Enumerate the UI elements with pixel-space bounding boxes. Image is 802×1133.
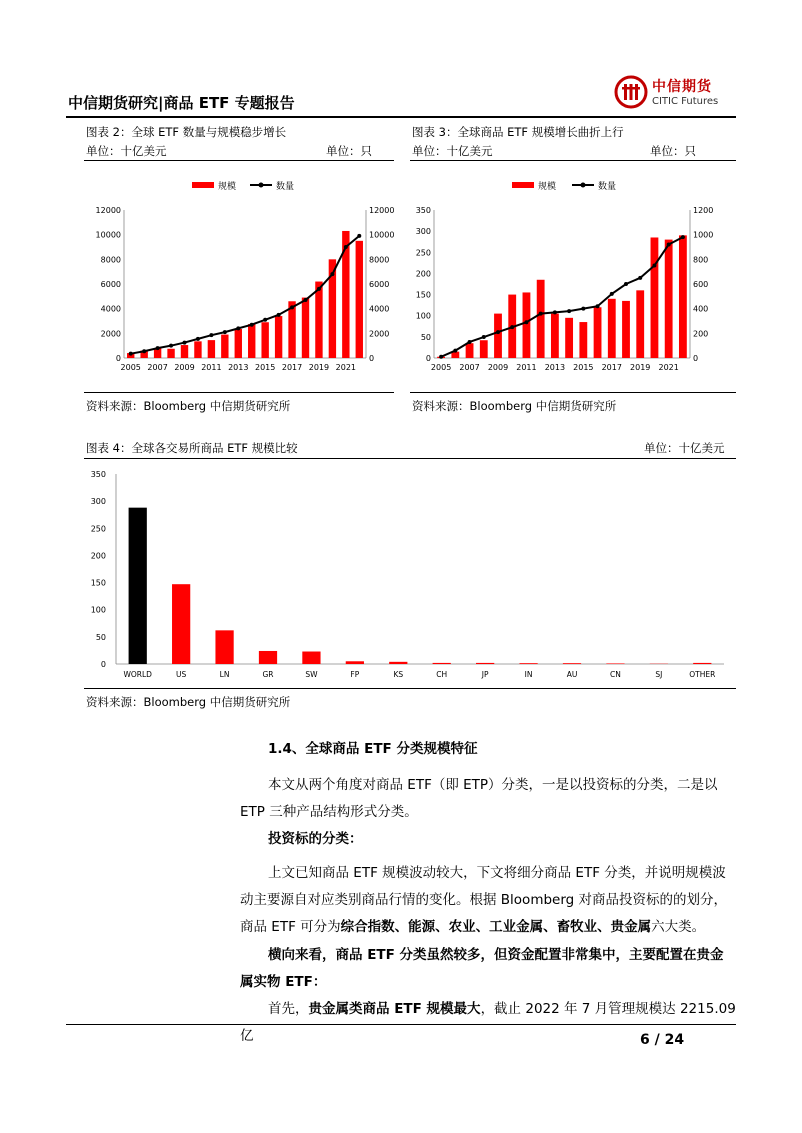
x-tick-label-2017: 2017 [601, 363, 622, 372]
count-point-2007 [468, 340, 472, 344]
figure4-unit: 单位：十亿美元 [644, 441, 725, 455]
figure4-bottom-rule [84, 688, 736, 689]
y-tick-label-right: 2000 [369, 329, 390, 339]
figure4-caption: 图表 4：全球各交易所商品 ETF 规模比较 [86, 441, 298, 455]
paragraph-3-text: 横向来看，商品 ETF 分类虽然较多，但资金配置非常集中，主要配置在贵金属实物 ETF： [240, 947, 724, 990]
y-tick-label: 250 [90, 524, 106, 534]
header-rule [66, 116, 736, 118]
y-tick-label-right: 200 [693, 329, 709, 339]
count-point-2022 [357, 234, 361, 238]
count-point-2020 [652, 264, 656, 268]
count-point-2006 [453, 349, 457, 353]
figure2-bottom-rule [84, 392, 394, 393]
bar-2019 [315, 282, 322, 358]
count-point-2018 [304, 298, 308, 302]
count-point-2020 [330, 272, 334, 276]
bar-sw [302, 652, 320, 664]
y-tick-label: 300 [90, 497, 106, 507]
y-tick-label-left: 0 [115, 354, 121, 363]
y-tick-label-right: 0 [369, 354, 375, 363]
legend-swatch-scale [512, 182, 534, 188]
bar-other [693, 663, 711, 664]
count-point-2011 [209, 333, 213, 337]
y-tick-label-left: 8000 [100, 255, 121, 265]
bar-2014 [565, 318, 573, 358]
bar-cn [606, 663, 624, 664]
paragraph-1 [240, 772, 736, 826]
x-tick-label-cn: CN [609, 670, 621, 679]
y-tick-label-left: 50 [420, 332, 431, 342]
x-tick-label-au: AU [566, 670, 578, 679]
bar-2011 [208, 340, 215, 358]
y-tick-label-right: 0 [693, 354, 699, 363]
count-point-2011 [524, 320, 528, 324]
bar-2008 [480, 340, 488, 358]
figure3-bottom-rule [410, 392, 736, 393]
x-tick-label-2009: 2009 [487, 363, 509, 372]
y-tick-label-left: 350 [415, 206, 431, 215]
bar-2016 [275, 316, 282, 358]
bar-2012 [221, 335, 228, 358]
chart-global-etf [84, 168, 396, 386]
bar-us [172, 584, 190, 664]
subheading-investment-target [240, 826, 736, 853]
x-tick-label-ln: LN [219, 670, 230, 679]
x-tick-label-2007: 2007 [147, 363, 168, 372]
chart3-legend [512, 180, 616, 192]
paragraph-2-bold: 综合指数、能源、农业、工业金属、畜牧业、贵金属 [340, 919, 652, 935]
bar-2010 [194, 341, 201, 358]
count-point-2012 [539, 312, 543, 316]
count-point-2013 [553, 310, 557, 314]
x-tick-label-sj: SJ [655, 670, 663, 679]
count-point-2009 [496, 330, 500, 334]
figure3-unit-right: 单位：只 [650, 144, 696, 158]
count-point-2013 [236, 326, 240, 330]
x-tick-label-other: OTHER [689, 670, 716, 679]
y-tick-label-left: 200 [415, 269, 431, 279]
count-point-2005 [129, 352, 133, 356]
bar-2008 [167, 349, 174, 358]
footer-rule [66, 1024, 736, 1025]
bar-in [519, 663, 537, 664]
paragraph-2-text-c: 六大类。 [651, 919, 706, 935]
y-tick-label-right: 800 [693, 255, 709, 265]
count-point-2021 [667, 243, 671, 247]
y-tick-label-right: 1000 [693, 230, 714, 240]
x-tick-label-2019: 2019 [630, 363, 651, 372]
y-tick-label-left: 12000 [95, 206, 121, 215]
figure4-source: 资料来源：Bloomberg 中信期货研究所 [86, 695, 291, 709]
x-tick-label-2005: 2005 [430, 363, 452, 372]
chart2-legend [192, 180, 294, 192]
logo-chinese-name: 中信期货 [652, 79, 712, 95]
bar-2022 [356, 241, 363, 358]
bar-world [129, 508, 147, 664]
x-tick-label-2013: 2013 [228, 363, 249, 372]
paragraph-2-text-a: 上文已知商品 ETF 规模波动较大，下文将细分商品 ETF 分类，并说明规模波动主要源自对应类别商品行情的变化。根据 Bloomberg 对商品投资标的的划分，商品 ETF 可分为 [240, 865, 728, 935]
y-tick-label-left: 4000 [100, 304, 121, 314]
y-tick-label-left: 6000 [100, 280, 121, 289]
figure2-unit-right: 单位：只 [326, 144, 372, 158]
count-point-2019 [638, 276, 642, 280]
bar-2012 [537, 280, 545, 358]
bar-2020 [651, 237, 659, 358]
paragraph-2 [240, 860, 736, 941]
count-point-2005 [439, 355, 443, 359]
count-point-2014 [567, 309, 571, 313]
y-tick-label-left: 150 [415, 290, 431, 300]
y-tick-label-left: 100 [415, 311, 431, 321]
count-line [131, 236, 360, 354]
figure2-source: 资料来源：Bloomberg 中信期货研究所 [86, 399, 291, 413]
paragraph-1-text: 本文从两个角度对商品 ETF（即 ETP）分类，一是以投资标的分类，二是以 ETP 三种产品结构形式分类。 [240, 777, 718, 820]
y-tick-label-right: 6000 [369, 280, 390, 289]
bar-ch [433, 663, 451, 664]
section-heading: 1.4、全球商品 ETF 分类规模特征 [268, 741, 478, 757]
x-tick-label-jp: JP [481, 670, 489, 679]
count-point-2021 [344, 245, 348, 249]
count-point-2015 [263, 318, 267, 322]
count-point-2017 [610, 292, 614, 296]
x-tick-label-world: WORLD [123, 670, 152, 679]
page-number: 6 / 24 [640, 1032, 685, 1048]
figure3-unit-left: 单位：十亿美元 [412, 144, 493, 158]
y-tick-label-right: 8000 [369, 255, 390, 265]
x-tick-label-2011: 2011 [201, 363, 222, 372]
count-point-2016 [596, 304, 600, 308]
x-tick-label-2017: 2017 [281, 363, 303, 372]
x-tick-label-2019: 2019 [308, 363, 330, 372]
legend-marker-count [259, 183, 264, 188]
paragraph-4-text-a: 首先， [268, 1001, 309, 1017]
bar-2016 [594, 307, 602, 358]
bar-2019 [636, 290, 644, 358]
count-point-2016 [277, 313, 281, 317]
legend-label-scale: 规模 [218, 182, 237, 192]
figure2-top-rule [84, 160, 394, 161]
count-point-2014 [250, 323, 254, 327]
bar-jp [476, 663, 494, 664]
x-tick-label-2005: 2005 [120, 363, 141, 372]
figure3-source: 资料来源：Bloomberg 中信期货研究所 [412, 399, 617, 413]
y-tick-label-left: 10000 [95, 230, 121, 240]
chart-exchange-comparison [84, 462, 736, 686]
count-point-2007 [156, 346, 160, 350]
x-tick-label-2009: 2009 [174, 363, 195, 372]
figure3-top-rule [410, 160, 736, 161]
y-tick-label: 350 [90, 470, 106, 479]
bar-2014 [248, 324, 255, 358]
bar-ks [389, 662, 407, 664]
bar-2015 [261, 322, 268, 358]
bar-2015 [579, 322, 587, 358]
legend-label-count: 数量 [598, 182, 617, 192]
legend-label-scale: 规模 [538, 182, 557, 192]
report-header-title: 中信期货研究|商品 ETF 专题报告 [68, 94, 295, 112]
bar-2009 [181, 345, 188, 358]
count-point-2012 [223, 330, 227, 334]
x-tick-label-in: IN [524, 670, 533, 679]
citic-logo-icon [614, 75, 648, 109]
bar-gr [259, 651, 277, 664]
legend-label-count: 数量 [276, 182, 295, 192]
count-point-2006 [142, 349, 146, 353]
citic-futures-logo [614, 72, 744, 114]
x-tick-label-fp: FP [350, 670, 360, 679]
legend-swatch-scale [192, 182, 214, 188]
x-tick-label-2013: 2013 [544, 363, 566, 372]
count-point-2008 [482, 335, 486, 339]
count-point-2010 [196, 337, 200, 341]
y-tick-label-left: 0 [425, 354, 431, 363]
y-tick-label-right: 10000 [369, 230, 395, 240]
x-tick-label-2011: 2011 [516, 363, 537, 372]
y-tick-label-right: 12000 [369, 206, 395, 215]
bar-2011 [523, 292, 531, 358]
x-tick-label-us: US [176, 670, 187, 679]
count-point-2018 [624, 282, 628, 286]
figure3-caption: 图表 3：全球商品 ETF 规模增长曲折上行 [412, 125, 624, 139]
count-point-2008 [169, 344, 173, 348]
bar-2018 [622, 301, 630, 358]
x-tick-label-2021: 2021 [335, 363, 357, 372]
count-point-2017 [290, 305, 294, 309]
bar-2013 [235, 329, 242, 358]
chart-global-commodity-etf [410, 168, 736, 386]
y-tick-label: 50 [95, 632, 106, 642]
legend-marker-count [581, 183, 586, 188]
y-tick-label: 0 [100, 660, 106, 669]
bar-fp [346, 661, 364, 664]
bar-au [563, 663, 581, 664]
count-line [441, 237, 683, 357]
x-tick-label-2021: 2021 [658, 363, 679, 372]
x-tick-label-ks: KS [393, 670, 404, 679]
x-tick-label-2015: 2015 [254, 363, 276, 372]
figure4-top-rule [84, 458, 736, 459]
count-point-2022 [681, 235, 685, 239]
paragraph-4-text-c: ，截止 2022 年 7 月管理规模达 2215.09 亿 [240, 1001, 736, 1044]
bar-2021 [665, 240, 673, 358]
count-point-2015 [581, 307, 585, 311]
bar-2009 [494, 314, 502, 358]
paragraph-4-bold: 贵金属类商品 ETF 规模最大 [308, 1001, 481, 1017]
x-tick-label-ch: CH [436, 670, 448, 679]
count-point-2009 [183, 341, 187, 345]
count-point-2019 [317, 287, 321, 291]
count-point-2010 [510, 325, 514, 329]
y-tick-label-left: 2000 [100, 329, 121, 339]
y-tick-label-right: 400 [693, 304, 709, 314]
x-tick-label-gr: GR [262, 670, 274, 679]
x-tick-label-2007: 2007 [459, 363, 480, 372]
logo-english-name: CITIC Futures [652, 96, 719, 107]
y-tick-label-right: 1200 [693, 206, 714, 215]
y-tick-label-left: 250 [415, 248, 431, 258]
x-tick-label-sw: SW [305, 670, 318, 679]
bar-ln [215, 630, 233, 664]
bar-2007 [466, 343, 474, 358]
y-tick-label: 200 [90, 551, 106, 561]
y-tick-label-right: 4000 [369, 304, 390, 314]
y-tick-label-left: 300 [415, 227, 431, 237]
x-tick-label-2015: 2015 [573, 363, 594, 372]
bar-2017 [608, 299, 616, 358]
y-tick-label: 100 [90, 605, 106, 615]
bar-2018 [302, 298, 309, 358]
subheading-text: 投资标的分类： [268, 831, 363, 847]
bar-2022 [679, 235, 687, 358]
paragraph-3 [240, 942, 736, 996]
y-tick-label: 150 [90, 578, 106, 588]
figure2-unit-left: 单位：十亿美元 [86, 144, 167, 158]
bar-2013 [551, 314, 559, 358]
y-tick-label-right: 600 [693, 280, 709, 289]
figure2-caption: 图表 2：全球 ETF 数量与规模稳步增长 [86, 125, 287, 139]
